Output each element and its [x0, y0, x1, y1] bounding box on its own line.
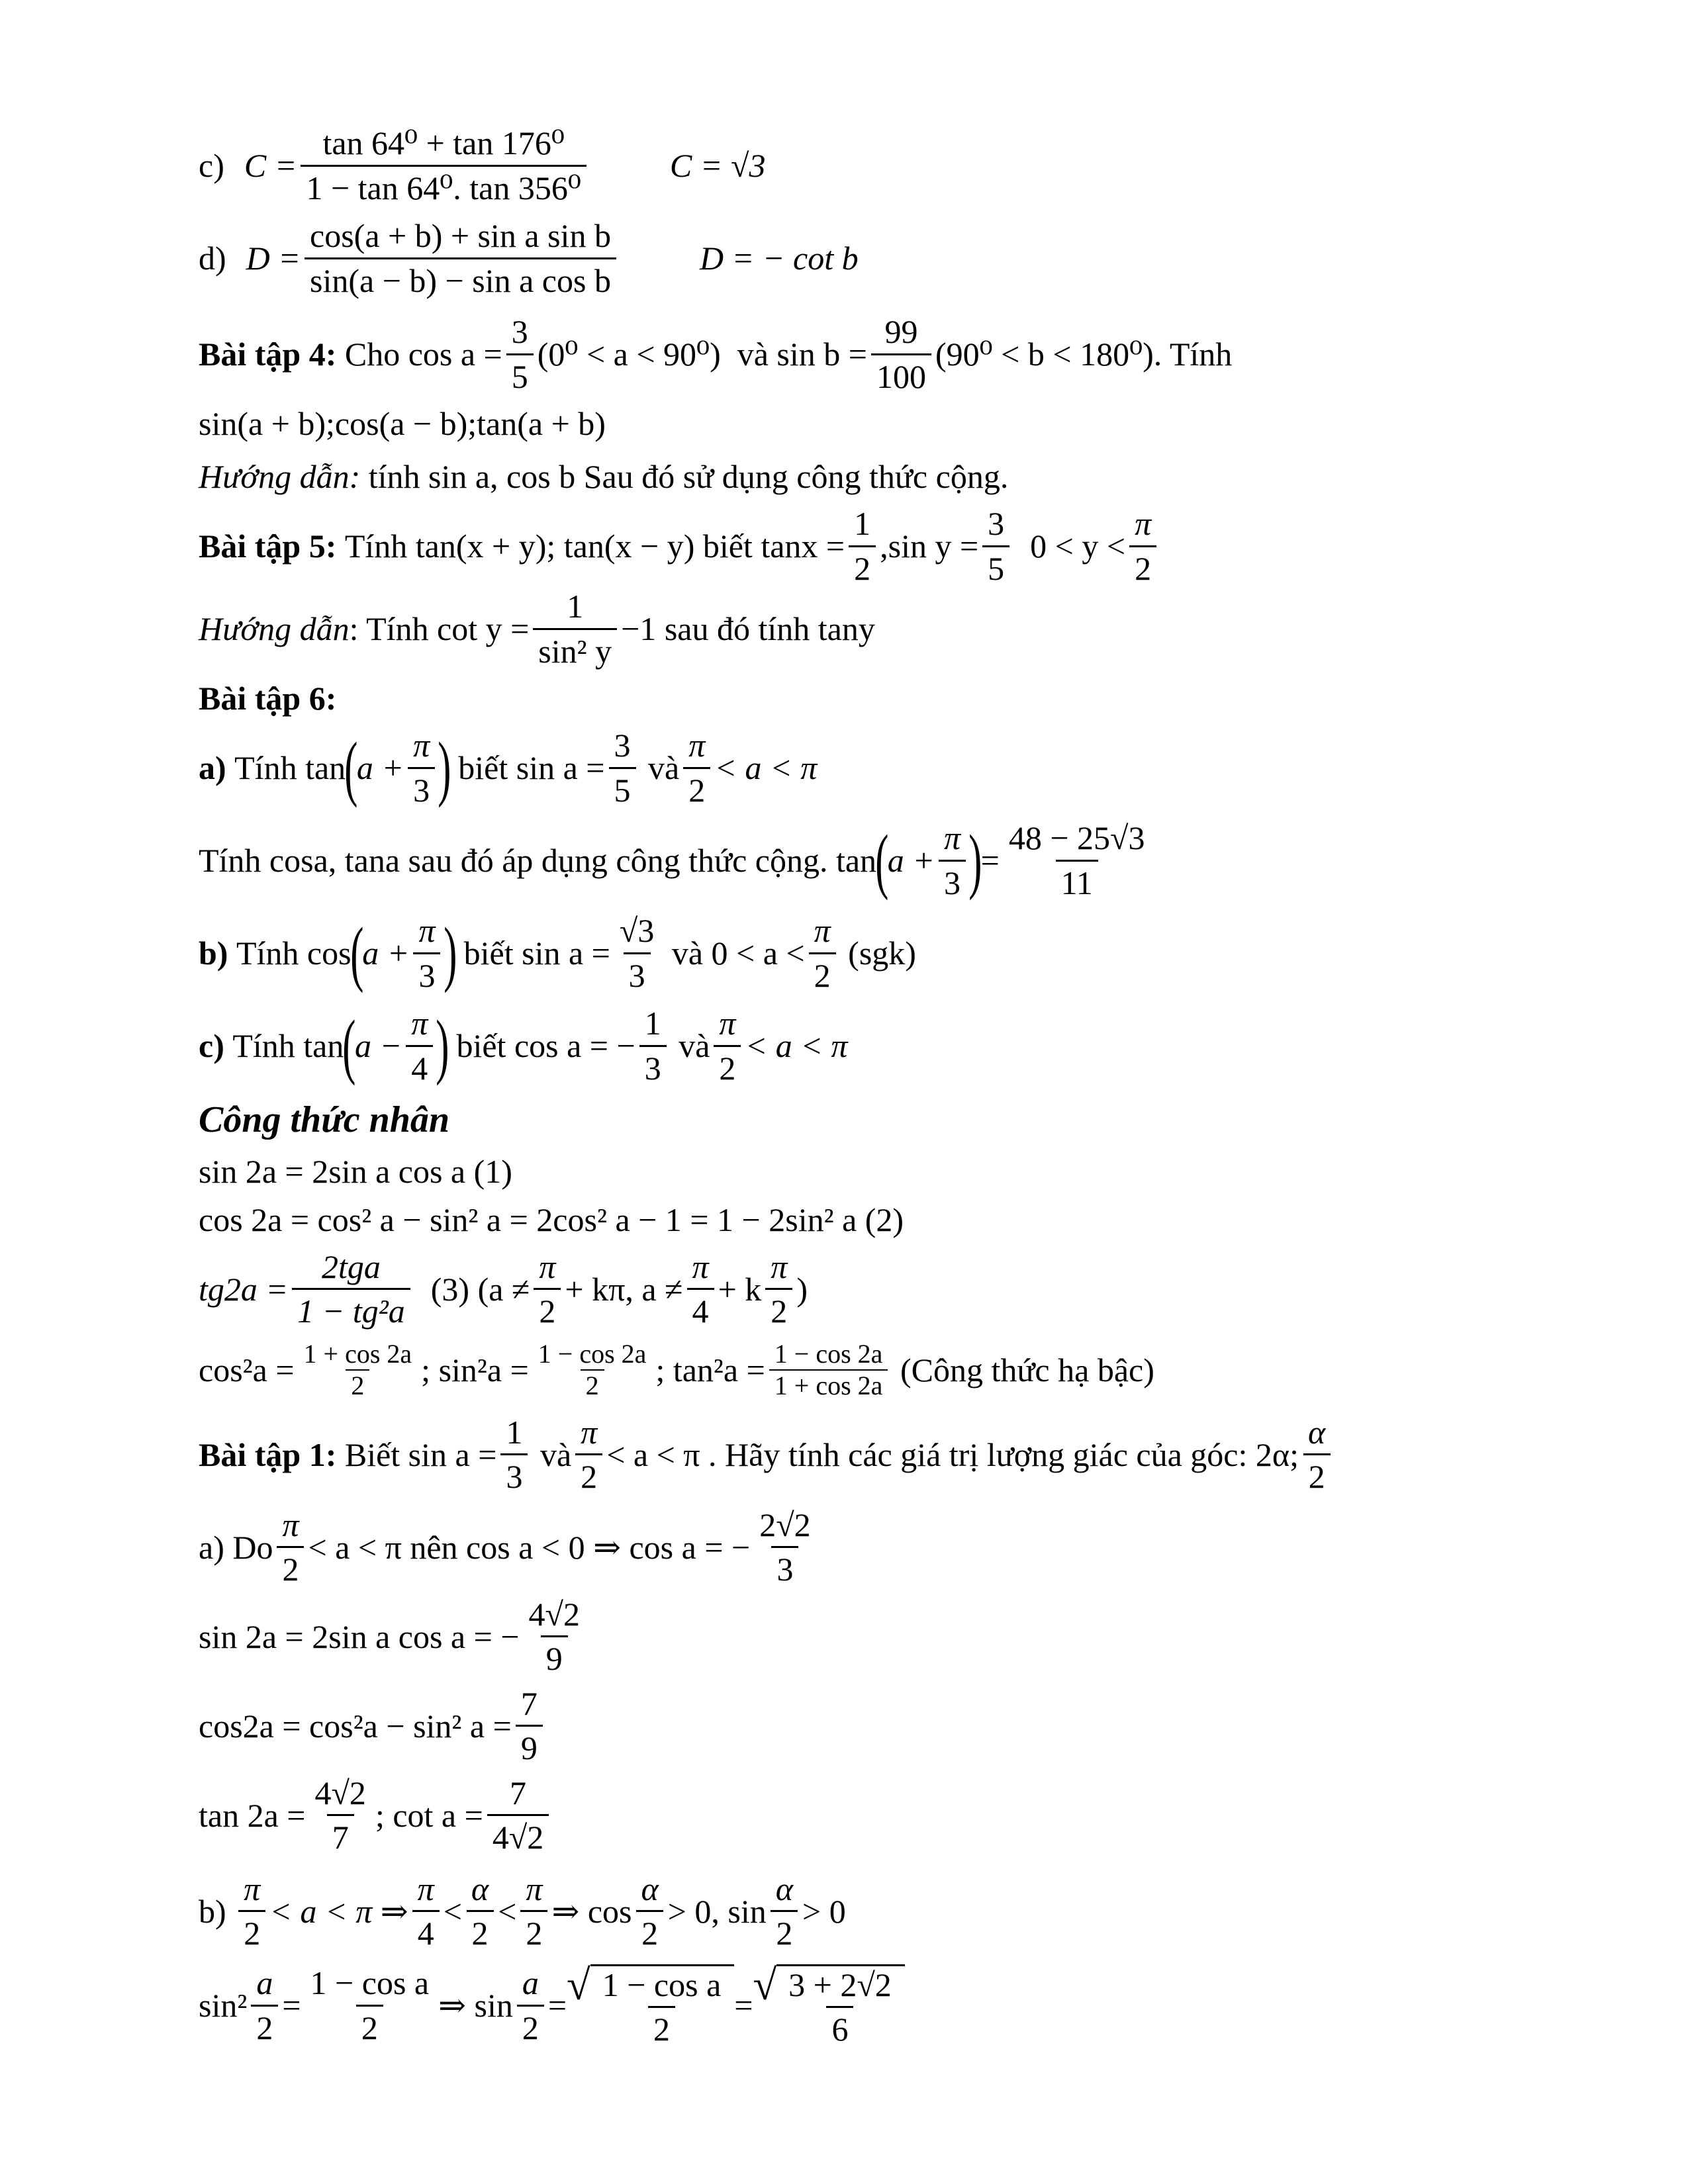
fraction [487, 1776, 549, 1855]
denominator: 1 − tan 64⁰. tan 356⁰ [301, 165, 586, 206]
fraction [413, 913, 440, 993]
fraction [305, 1966, 435, 2045]
fraction [1129, 506, 1156, 586]
numerator: 1 [854, 505, 871, 542]
hint-text: −1 sau đó tính tany [621, 610, 875, 647]
exercise-6a-solution: Tính cosa, tana sau đó áp dụng công thức cộng. tan ( a + $\frac{\pi}{3}$ ) = $\frac{48 - 25√3}{11}$ [199, 814, 1556, 907]
text: Biết sin a = [344, 1435, 497, 1473]
denominator: 2 [765, 1288, 792, 1329]
solution-tan2a [199, 1770, 1556, 1860]
fraction [754, 1508, 816, 1587]
numerator: π [943, 819, 961, 856]
denominator: 3 [771, 1546, 798, 1587]
expression-lhs: D = [246, 240, 301, 277]
text: < [498, 1892, 517, 1930]
exercise-5-hint [199, 586, 1556, 672]
numerator: 1 + cos 2a [303, 1339, 412, 1369]
denominator: 2 [648, 2006, 675, 2047]
section-title: Công thức nhân [199, 1099, 450, 1140]
formula-text: ; sin²a = [421, 1351, 529, 1388]
denominator: 2 [467, 1910, 494, 1951]
argument: a + [356, 749, 404, 786]
fraction [277, 1508, 304, 1587]
fraction [251, 1966, 278, 2045]
fraction [809, 913, 836, 993]
exercise-4-hint [199, 450, 1556, 503]
numerator: π [692, 1248, 709, 1285]
item-label: b) [199, 934, 228, 972]
exercise-label: Bài tập 4: [199, 336, 337, 373]
denominator: 2 [581, 1369, 604, 1400]
denominator: 2 [1129, 545, 1156, 586]
denominator: 1 + cos 2a [769, 1369, 888, 1400]
text: cos2a = cos²a − sin² a = [199, 1707, 512, 1745]
fraction [524, 1597, 585, 1676]
item-label: c) [199, 1027, 224, 1064]
formula-lhs: tg2a = [199, 1270, 289, 1308]
text: < a < π . Hãy tính các giá trị lượng giác của góc: 2α; [606, 1435, 1299, 1473]
radicand [776, 1964, 905, 2047]
numerator: 3 + 2√2 [788, 1966, 892, 2003]
text: sin 2a = 2sin a cos a = − [199, 1617, 520, 1655]
numerator: π [417, 1870, 434, 1907]
denominator: 2 [636, 1910, 663, 1951]
fraction [939, 821, 966, 900]
text: = [282, 1987, 301, 2024]
denominator: 4 [412, 1910, 440, 1951]
exercise-1-line [199, 1410, 1556, 1499]
text: < [443, 1892, 462, 1930]
formula-text: + kπ, a ≠ [565, 1270, 683, 1308]
denominator: 5 [982, 545, 1009, 586]
item-label: d) [199, 240, 226, 277]
fraction [635, 1872, 663, 1951]
exercise-c-line [199, 122, 1556, 208]
text: Tính tan(x + y); tan(x − y) biết tanx = [344, 527, 845, 565]
numerator: π [411, 1005, 428, 1042]
condition: < a < π [745, 1027, 848, 1064]
formula-note: (Công thức hạ bậc) [900, 1351, 1154, 1388]
exercise-label: Bài tập 5: [199, 527, 337, 565]
formula-text: ; tan²a = [655, 1351, 765, 1388]
numerator: 3 [511, 313, 528, 350]
text: Tính cos [236, 934, 352, 972]
numerator: π [771, 1248, 788, 1285]
denominator: 4√2 [487, 1814, 549, 1855]
denominator: sin² y [533, 628, 617, 669]
fraction [575, 1415, 602, 1494]
text: ⇒ cos [551, 1892, 632, 1930]
text: sin(a + b);cos(a − b);tan(a + b) [199, 405, 606, 442]
text: và [539, 1435, 572, 1473]
denominator: 2 [714, 1045, 741, 1086]
numerator: 1 − cos a [310, 1964, 430, 2001]
numerator: π [413, 727, 430, 764]
numerator: 3 [614, 727, 631, 764]
fraction [687, 1250, 714, 1329]
denominator: 2 [346, 1369, 369, 1400]
denominator: 5 [506, 353, 534, 394]
denominator: 2 [575, 1453, 602, 1494]
numerator: 7 [510, 1774, 527, 1811]
denominator: 2 [520, 1910, 547, 1951]
numerator: π [282, 1506, 299, 1543]
numerator: 4√2 [314, 1774, 366, 1811]
solution-a-line [199, 1502, 1556, 1592]
numerator: 2√2 [759, 1506, 811, 1543]
fraction [238, 1872, 265, 1951]
exercise-6a-line: a) Tính tan ( a + $\frac{\pi}{3}$ ) biết sin a = $\frac{3}{5}$ và $\frac{\pi}{2}$ < a < π [199, 727, 818, 809]
condition: < a < π [714, 749, 818, 786]
numerator: α [775, 1870, 794, 1907]
square-root [753, 1961, 904, 2048]
hint-text: : Tính cot y = [349, 610, 530, 647]
condition: (90⁰ < b < 180⁰). Tính [935, 336, 1233, 373]
hint-text: tính sin a, cos b Sau đó sử dụng công thức cộng. [368, 458, 1009, 495]
denominator: 2 [683, 767, 710, 808]
fraction [533, 589, 617, 668]
denominator: 1 − tg²a [292, 1288, 410, 1329]
denominator: 2 [534, 1288, 561, 1329]
numerator: π [1135, 505, 1152, 542]
denominator: 4 [406, 1045, 433, 1086]
item-label: b) [199, 1892, 226, 1930]
numerator: √3 [619, 912, 655, 949]
argument: a + [362, 934, 410, 972]
denominator: 7 [327, 1814, 354, 1855]
fraction [849, 506, 876, 586]
denominator: 2 [1303, 1453, 1331, 1494]
exercise-6-heading [199, 672, 1556, 725]
text: < a < π nên cos a < 0 ⇒ cos a = − [308, 1528, 751, 1566]
text: tan [835, 842, 877, 879]
denominator: 6 [826, 2006, 853, 2047]
denominator: 3 [939, 860, 966, 901]
fraction [292, 1250, 410, 1329]
radicand [590, 1964, 735, 2047]
text: và [648, 749, 680, 786]
fraction [871, 314, 931, 394]
denominator: 2 [849, 545, 876, 586]
fraction [783, 1968, 897, 2047]
condition: 0 < y < [1030, 527, 1126, 565]
solution-cos2a [199, 1681, 1556, 1770]
numerator: π [526, 1870, 543, 1907]
numerator: 7 [520, 1684, 538, 1722]
fraction [597, 1968, 727, 2047]
formula-text: ) [796, 1270, 808, 1308]
text: < a < π ⇒ [269, 1892, 408, 1930]
numerator: 2tga [322, 1248, 381, 1285]
fraction [406, 1006, 433, 1085]
argument: a + [887, 842, 935, 879]
text: sin² [199, 1987, 248, 2024]
solution-b-line [199, 1866, 1556, 1956]
denominator: 2 [251, 2005, 278, 2046]
denominator: 3 [624, 952, 651, 993]
fraction [412, 1872, 440, 1951]
text: ; cot a = [375, 1796, 483, 1834]
fraction [771, 1872, 798, 1951]
formula-text: + k [718, 1270, 762, 1308]
numerator: a [522, 1964, 539, 2001]
fraction [299, 1340, 418, 1400]
text: và [679, 1027, 710, 1064]
numerator: 4√2 [528, 1595, 580, 1633]
formula-2 [199, 1197, 1556, 1243]
formula-text: sin 2a = 2sin a cos a (1) [199, 1153, 512, 1190]
fraction [639, 1006, 667, 1085]
fraction [1004, 821, 1150, 900]
fraction [982, 506, 1009, 586]
formula-text: (3) (a ≠ [430, 1270, 530, 1308]
fraction [683, 728, 710, 807]
denominator: 11 [1056, 860, 1098, 901]
numerator: 1 − cos 2a [774, 1339, 883, 1369]
formula-text: cos 2a = cos² a − sin² a = 2cos² a − 1 = 1 − 2sin² a (2) [199, 1201, 904, 1238]
denominator: 3 [500, 1453, 528, 1494]
exercise-4-line2 [199, 397, 1556, 450]
fraction [309, 1776, 371, 1855]
numerator: α [471, 1870, 489, 1907]
numerator: a [256, 1964, 273, 2001]
denominator: sin(a − b) − sin a cos b [305, 257, 616, 298]
text: biết sin a = [463, 934, 610, 972]
denominator: 3 [639, 1045, 667, 1086]
exercise-4-line [199, 311, 1556, 397]
text: Tính tan [232, 1027, 344, 1064]
numerator: 48 − 25√3 [1008, 819, 1145, 856]
item-label: c) [199, 147, 224, 184]
numerator: cos(a + b) + sin a sin b [310, 217, 611, 254]
denominator: 5 [609, 767, 636, 808]
hint-label: Hướng dẫn: [199, 458, 361, 495]
answer: C = √3 [669, 147, 766, 184]
denominator: 9 [541, 1635, 568, 1676]
numerator: 99 [884, 313, 918, 350]
argument: a − [355, 1027, 402, 1064]
numerator: α [1307, 1413, 1326, 1451]
denominator: 2 [809, 952, 836, 993]
fraction [533, 1340, 652, 1400]
square-root [567, 1961, 734, 2048]
solution-sin2a [199, 1592, 1556, 1681]
numerator: 1 [644, 1005, 661, 1042]
exercise-6c-line: c) Tính tan ( a − $\frac{\pi}{4}$ ) biết cos a = − $\frac{1}{3}$ và $\frac{\pi}{2}$ < a < π [199, 1005, 848, 1087]
fraction [500, 1415, 528, 1494]
fraction [305, 218, 616, 298]
condition: (0⁰ < a < 90⁰) [537, 336, 721, 373]
fraction [609, 728, 636, 807]
fraction [506, 314, 534, 394]
numerator: π [581, 1413, 598, 1451]
fraction [769, 1340, 888, 1400]
text: Tính cosa, tana sau đó áp dụng công thức cộng. [199, 842, 828, 879]
formula-text: cos²a = [199, 1351, 295, 1388]
solution-last-line [199, 1959, 1556, 2052]
fraction [765, 1250, 792, 1329]
denominator: 9 [516, 1725, 543, 1766]
numerator: 1 − cos 2a [538, 1339, 647, 1369]
text: tan 2a = [199, 1796, 306, 1834]
fraction [614, 913, 659, 993]
text: ⇒ sin [438, 1987, 513, 2024]
numerator: tan 64⁰ + tan 176⁰ [322, 124, 565, 161]
fraction [466, 1872, 494, 1951]
formula-3 [199, 1244, 1556, 1334]
answer: D = − cot b [699, 240, 859, 277]
text: (sgk) [848, 934, 916, 972]
formula-1 [199, 1148, 1556, 1195]
denominator: 3 [408, 767, 435, 808]
hint-label: Hướng dẫn [199, 610, 350, 647]
fraction [516, 1686, 543, 1766]
text: và 0 < a < [671, 934, 805, 972]
text: ,sin y = [880, 527, 979, 565]
text: và sin b = [737, 336, 867, 373]
numerator: 3 [988, 505, 1005, 542]
numerator: π [244, 1870, 261, 1907]
text: = [547, 1987, 567, 2024]
denominator: 100 [871, 353, 931, 394]
numerator: π [539, 1248, 556, 1285]
text: > 0, sin [667, 1892, 767, 1930]
numerator: 1 − cos a [602, 1966, 722, 2003]
text: Tính tan [234, 749, 346, 786]
fraction [520, 1872, 547, 1951]
text: = [980, 842, 1000, 879]
denominator: 2 [277, 1546, 304, 1587]
expression-lhs: C = [244, 147, 297, 184]
denominator: 4 [687, 1288, 714, 1329]
numerator: 1 [506, 1413, 523, 1451]
text: biết sin a = [458, 749, 605, 786]
formula-4 [199, 1334, 1556, 1406]
text: = [734, 1987, 753, 2024]
fraction [301, 126, 586, 205]
item-label: a) Do [199, 1528, 273, 1566]
numerator: α [641, 1870, 659, 1907]
text: biết cos a = − [456, 1027, 635, 1064]
numerator: π [719, 1005, 736, 1042]
numerator: 1 [567, 588, 584, 625]
exercise-label: Bài tập 6: [199, 680, 337, 717]
denominator: 3 [413, 952, 440, 993]
radical-sign-icon: √ [753, 1961, 777, 2009]
numerator: π [688, 727, 706, 764]
exercise-d-line [199, 215, 1556, 301]
fraction [408, 728, 435, 807]
radical-sign-icon: √ [567, 1961, 590, 2009]
denominator: 2 [517, 2005, 544, 2046]
exercise-5-line [199, 503, 1556, 589]
fraction [517, 1966, 544, 2045]
fraction [714, 1006, 741, 1085]
text: > 0 [802, 1892, 846, 1930]
numerator: π [418, 912, 436, 949]
exercise-6b-line: b) Tính cos ( a + $\frac{\pi}{3}$ ) biết sin a = $\frac{√3}{3}$ và 0 < a < $\frac{\pi}{2}$ (sgk) [199, 912, 916, 994]
denominator: 2 [771, 1910, 798, 1951]
fraction [534, 1250, 561, 1329]
denominator: 2 [238, 1910, 265, 1951]
fraction [1303, 1415, 1331, 1494]
item-label: a) [199, 749, 226, 786]
exercise-label: Bài tập 1: [199, 1435, 337, 1473]
denominator: 2 [356, 2005, 383, 2046]
numerator: π [814, 912, 831, 949]
text: Cho cos a = [344, 336, 502, 373]
